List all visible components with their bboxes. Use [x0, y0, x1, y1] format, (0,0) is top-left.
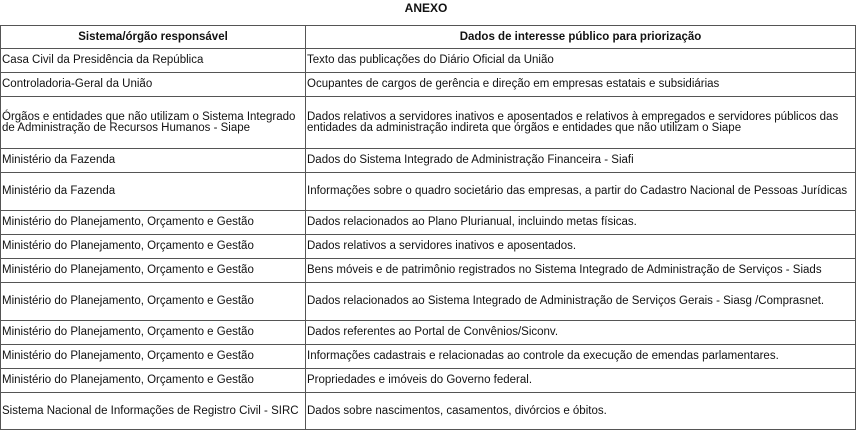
- table-row: [1, 393, 856, 430]
- system-cell: Ministério do Planejamento, Orçamento e Gestão: [1, 283, 306, 321]
- system-cell: Ministério da Fazenda: [1, 149, 306, 173]
- data-cell: Ocupantes de cargos de gerência e direção em empresas estatais e subsidiárias: [306, 73, 856, 97]
- table-row: [1, 149, 856, 173]
- data-cell: Dados referentes ao Portal de Convênios/Siconv.: [306, 321, 856, 345]
- table-row: [1, 211, 856, 235]
- system-cell: Ministério da Fazenda: [1, 173, 306, 211]
- table-row: [1, 283, 856, 321]
- table-row: [1, 369, 856, 393]
- data-cell: Informações cadastrais e relacionadas ao controle da execução de emendas parlamentares.: [306, 345, 856, 369]
- table-row: [1, 235, 856, 259]
- table-row: [1, 321, 856, 345]
- table-row: [1, 345, 856, 369]
- system-cell: Controladoria-Geral da União: [1, 73, 306, 97]
- system-cell: Casa Civil da Presidência da República: [1, 49, 306, 73]
- data-cell: Dados relativos a servidores inativos e aposentados e relativos à empregados e servidores públicos das entidades da administração indireta que órgãos e entidades que não utilizam o Siape: [306, 97, 856, 149]
- table-row: [1, 73, 856, 97]
- data-cell: Dados relacionados ao Plano Plurianual, incluindo metas físicas.: [306, 211, 856, 235]
- data-cell: Bens móveis e de patrimônio registrados no Sistema Integrado de Administração de Serviços - Siads: [306, 259, 856, 283]
- column-header-data: Dados de interesse público para priorização: [306, 26, 856, 49]
- system-cell: Sistema Nacional de Informações de Registro Civil - SIRC: [1, 393, 306, 430]
- data-cell: Texto das publicações do Diário Oficial da União: [306, 49, 856, 73]
- document-title: ANEXO: [404, 1, 448, 15]
- table-row: [1, 259, 856, 283]
- system-cell: Ministério do Planejamento, Orçamento e Gestão: [1, 211, 306, 235]
- system-cell: Ministério do Planejamento, Orçamento e Gestão: [1, 259, 306, 283]
- data-cell: Informações sobre o quadro societário das empresas, a partir do Cadastro Nacional de Pessoas Jurídicas: [306, 173, 856, 211]
- system-cell: Ministério do Planejamento, Orçamento e Gestão: [1, 235, 306, 259]
- system-cell: Ministério do Planejamento, Orçamento e Gestão: [1, 345, 306, 369]
- table-row: [1, 173, 856, 211]
- data-cell: Dados do Sistema Integrado de Administração Financeira - Siafi: [306, 149, 856, 173]
- data-cell: Dados relativos a servidores inativos e aposentados.: [306, 235, 856, 259]
- table-row: [1, 49, 856, 73]
- data-cell: Propriedades e imóveis do Governo federal.: [306, 369, 856, 393]
- data-cell: Dados relacionados ao Sistema Integrado de Administração de Serviços Gerais - Siasg /Comprasnet.: [306, 283, 856, 321]
- annex-table: [0, 25, 856, 430]
- system-cell: Ministério do Planejamento, Orçamento e Gestão: [1, 321, 306, 345]
- system-cell: Ministério do Planejamento, Orçamento e Gestão: [1, 369, 306, 393]
- system-cell: Órgãos e entidades que não utilizam o Sistema Integrado de Administração de Recursos Humanos - Siape: [1, 97, 306, 149]
- table-row: [1, 97, 856, 149]
- header-row: [1, 26, 856, 49]
- data-cell: Dados sobre nascimentos, casamentos, divórcios e óbitos.: [306, 393, 856, 430]
- column-header-system: Sistema/órgão responsável: [1, 26, 306, 49]
